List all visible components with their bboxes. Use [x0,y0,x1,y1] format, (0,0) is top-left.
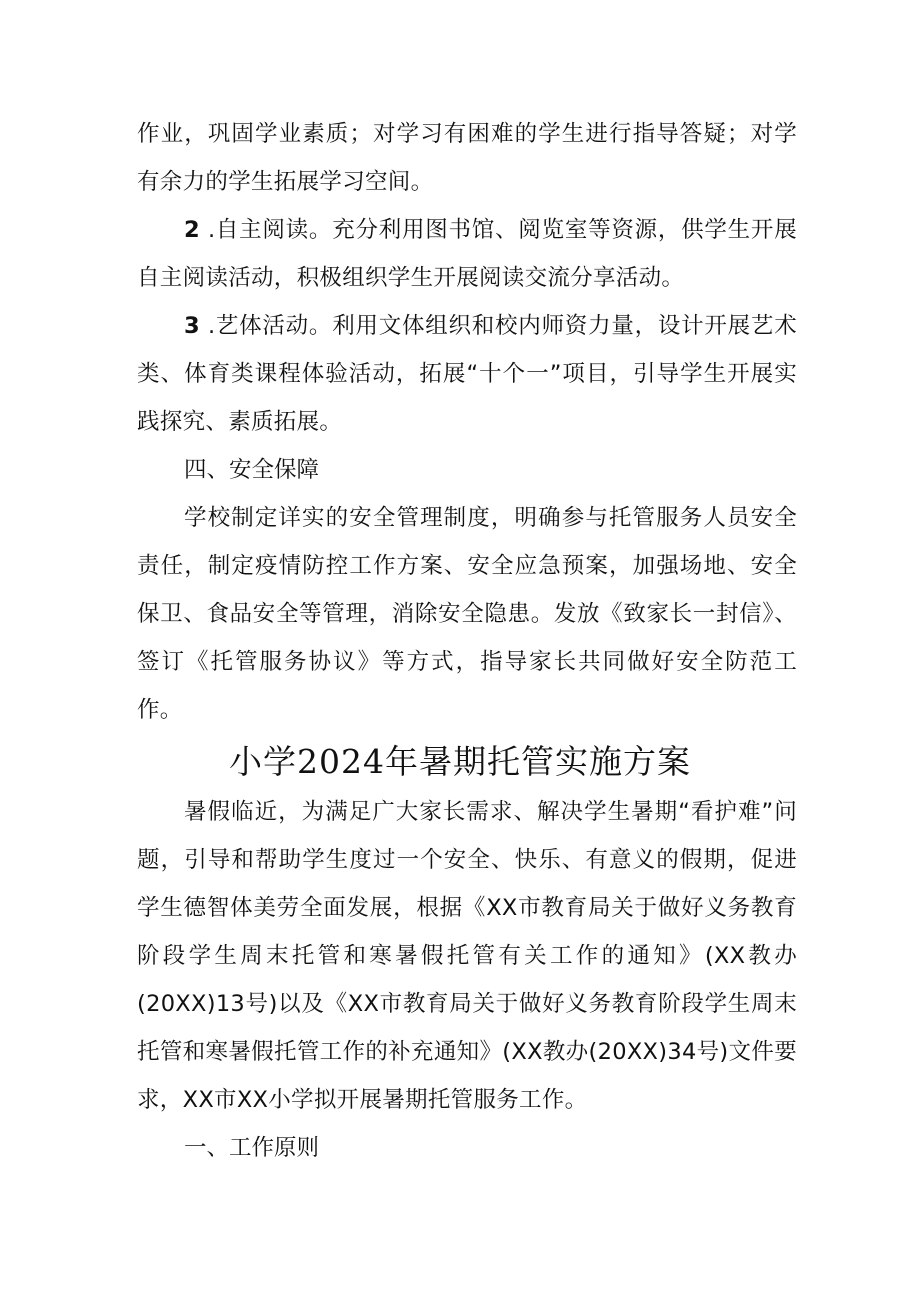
item-3-number: 3 [184,313,200,339]
document-title: 小学2024年暑期托管实施方案 [229,742,691,781]
section-4-paragraph: 学校制定详实的安全管理制度，明确参与托管服务人员安全责任，制定疫情防控工作方案、安全应急预案，加强场地、安全保卫、食品安全等管理，消除安全隐患。发放《致家长一封信》、签订《托管服务协议》等方式，指导家长共同做好安全防范工作。 [137,505,797,723]
item-2-number: 2 [184,217,200,243]
section-4-heading: 四、安全保障 [184,457,320,483]
item-3-text: .艺体活动。利用文体组织和校内师资力量，设计开展艺术类、体育类课程体验活动，拓展“十个一”项目，引导学生开展实践探究、素质拓展。 [137,313,797,435]
intro-paragraph: 暑假临近，为满足广大家长需求、解决学生暑期“看护难”问题，引导和帮助学生度过一个安全、快乐、有意义的假期，促进学生德智体美劳全面发展，根据《XX市教育局关于做好义务教育阶段学生周末托管和寒暑假托管有关工作的通知》(XX教办(20XX)13号)以及《XX市教育局关于做好义务教育阶段学生周末托管和寒暑假托管工作的补充通知》(XX教办(20XX)34号)文件要求，XX市XX小学拟开展暑期托管服务工作。 [137,799,797,1113]
item-2-text: .自主阅读。充分利用图书馆、阅览室等资源，供学生开展自主阅读活动，积极组织学生开展阅读交流分享活动。 [137,217,797,291]
item-3-paragraph [137,302,797,446]
continuation-paragraph: 作业，巩固学业素质；对学习有困难的学生进行指导答疑；对学有余力的学生拓展学习空间。 [137,121,797,195]
section-1-heading: 一、工作原则 [184,1135,320,1161]
item-2-paragraph [137,206,797,302]
